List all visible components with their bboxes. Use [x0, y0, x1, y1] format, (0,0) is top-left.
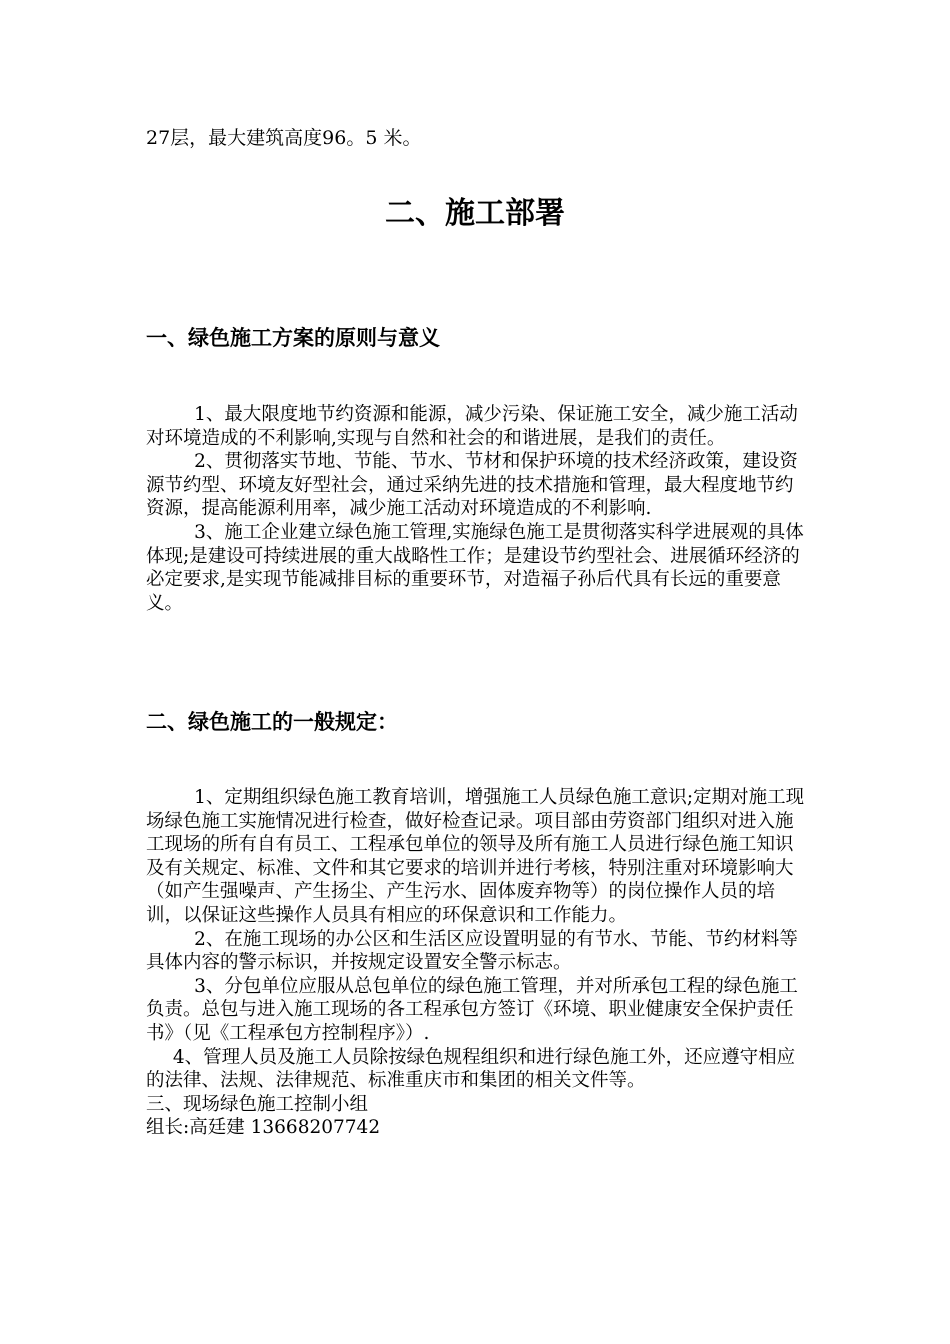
section1-paragraph-3: 3、施工企业建立绿色施工管理,实施绿色施工是贯彻落实科学进展观的具体体现;是建设可持续进展的重大战略性工作；是建设节约型社会、进展循环经济的必定要求,是实现节能减排目标的重要环节，对造福子孙后代具有长远的重要意义。: [146, 521, 804, 614]
section2-paragraph-3: 3、分包单位应服从总包单位的绿色施工管理，并对所承包工程的绿色施工负责。总包与进入施工现场的各工程承包方签订《环境、职业健康安全保护责任书》（见《工程承包方控制程序》）.: [146, 975, 798, 1044]
intro-line: 27层，最大建筑高度96。5 米。: [146, 127, 422, 149]
section1-paragraph-1: 1、最大限度地节约资源和能源，减少污染、保证施工安全，减少施工活动对环境造成的不利影响,实现与自然和社会的和谐进展，是我们的责任。: [146, 404, 798, 449]
section1-heading: 一、绿色施工方案的原则与意义: [146, 326, 440, 350]
section2-paragraph-2: 2、在施工现场的办公区和生活区应设置明显的有节水、节能、节约材料等具体内容的警示标识，并按规定设置安全警示标志。: [146, 928, 798, 974]
main-title: 二、施工部署: [385, 196, 565, 231]
section2-heading: 二、绿色施工的一般规定：: [146, 710, 398, 734]
section2-body: [146, 786, 806, 1140]
section2-paragraph-1: 1、定期组织绿色施工教育培训，增强施工人员绿色施工意识;定期对施工现场绿色施工实施情况进行检查，做好检查记录。项目部由劳资部门组织对进入施工现场的所有自有员工、工程承包单位的领导及所有施工人员进行绿色施工知识及有关规定、标准、文件和其它要求的培训并进行考核，特别注重对环境影响大（如产生强噪声、产生扬尘、产生污水、固体废弃物等）的岗位操作人员的培训，以保证这些操作人员具有相应的环保意识和工作能力。: [146, 787, 805, 926]
subsection-heading: 三、现场绿色施工控制小组: [146, 1093, 369, 1115]
section1-body: [146, 403, 806, 615]
leader-line: 组长:高廷建 13668207742: [146, 1117, 381, 1139]
section2-paragraph-4: 4、管理人员及施工人员除按绿色规程组织和进行绿色施工外，还应遵守相应的法律、法规、法律规范、标准重庆市和集团的相关文件等。: [146, 1046, 796, 1092]
section1-paragraph-2: 2、贯彻落实节地、节能、节水、节材和保护环境的技术经济政策，建设资源节约型、环境友好型社会，通过采纳先进的技术措施和管理，最大程度地节约资源，提高能源利用率，减少施工活动对环境造成的不利影响.: [146, 451, 798, 520]
